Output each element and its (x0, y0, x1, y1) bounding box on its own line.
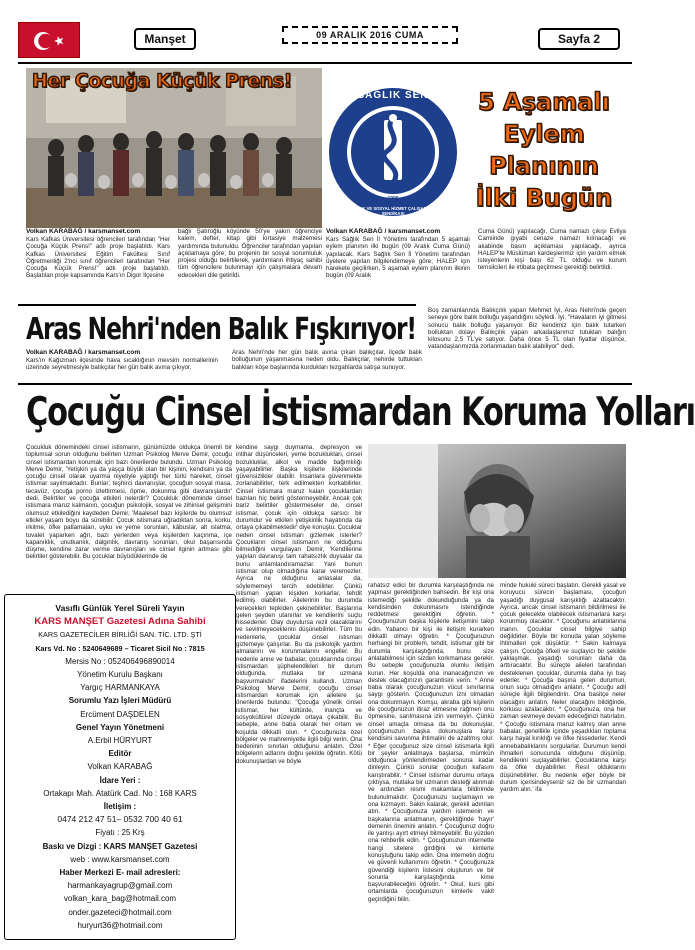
story2-title-line-1: 5 Aşamalı (478, 88, 610, 116)
crescent-star-icon (19, 23, 81, 59)
story1-byline: Volkan KARABAĞ / karsmanset.com (26, 228, 141, 235)
divider-2 (18, 383, 632, 385)
imprint-tax-no: Kars Vd. No : 5240649689 – Ticaret Sicil No : 7815 (35, 643, 205, 653)
story4-column-3: rahatsız edici bir durumla karşılaştığında ne yapması gerektiğinden bahsedin. Bir kişi ona istemediği şekilde dokunduğunda ya da kendisinden dokunmasını istendiğinde reddetmesi gerektiğini öğretin. * Çocuğunuzun başka kişilerle iletişimini takip edin. Yabancı bir kişi ile iletişim kurarken dikkatli olmayı öğretin. * Çocuğunuzun herhangi bir problem, tehdit, istismar gibi bir durumla karşılaştığında, bunu size anlatabilmesi için sizden korkmaması gerekir. Bu sebeple çocuğunuzla olumlu iletişim kurun. Her koşulda ona inanacağınızın ve destek olacağınızın garantisini verin. * Anne baba olarak çocuğunuzun vücut sınırlarına saygı gösterin. Çocuğunuzun izni olmadan ona dokunmayın. Komşu, akraba gibi kişilerin de çocuğunuzun itiraz etmesine rağmen onu öpmesine, sarılmasına izin vermeyin. Çünkü cinsel amaçla olmasa da bu dokunuşlar, çocuğunuzun başka dokunuşlara karşı kendisini savunma ihtimalini de azaltmış olur. * Eğer çocuğunuz size cinsel istismarla ilgili bir şeyler anlatmaya başlarsa, mümkün olduğunca yönlendirmeden sonuna kadar dinleyin. Çünkü sorular çocuğun kafasını karıştırabilir. * Cinsel istismar durumu ortaya çıktıysa, mutlaka bir uzmanın desteği alınmalı ve ardından resmi makamlara bildirimde bulunulmalıdır. Çocuğunuzu suçlamayın ve ona kızmayın. Sakin kalarak, gerekli adımları atın. * Çocuğunuza yardım istemenin ve başkalarına anlatmanın, gerektiğinde 'hayır' demenin önemini anlatın. * Çocuğunuz doğru ile yanlışı ayırt etmeyi bilmeyebilir. Bu yüzden ona rehberlik edin. * Çocuğunuzun internette hangi sitelere girdiğini ve kimlerle konuştuğunu takip edin. Ona internetin doğru ve güvenli kullanımını öğretin. * Çocuğunuza güvendiği kişilerin listesini oluşturun ve bir sorunla karşılaştığında kime başvurabileceğini öğretin. * Okul, kurs gibi ortamlarda çocuğunuzun kimlerle vakit geçirdiğini bilin. (368, 582, 494, 903)
imprint-mersis: Mersis No : 052406496890014 (65, 656, 175, 666)
imprint-email-3[interactable]: onder.gazeteci@hotmail.com (68, 907, 172, 917)
imprint-contact-label: İletişim : (103, 802, 137, 812)
imprint-email-4[interactable]: huryurt36@hotmail.com (77, 920, 163, 930)
imprint-company: KARS GAZETECİLER BİRLİĞİ SAN. TİC. LTD. ŞTİ (38, 630, 202, 640)
imprint-email-2[interactable]: volkan_kara_bag@hotmail.com (63, 894, 177, 904)
imprint-director-title: Genel Yayın Yönetmeni (75, 722, 165, 732)
story2-title-line-3: Planının (489, 152, 599, 180)
classroom-photo (26, 68, 322, 228)
logo-year: 1995 (387, 196, 399, 202)
imprint-board-title: Yönetim Kurulu Başkanı (77, 670, 163, 680)
imprint-office-label: İdare Yeri : (99, 775, 141, 785)
imprint-phone: 0474 212 47 51– 0532 700 40 61 (57, 814, 183, 825)
story2-title (462, 72, 626, 228)
imprint-editor-label: Editör (108, 749, 132, 759)
story3-title: Aras Nehri'nden Balık Fışkırıyor! (26, 312, 416, 347)
saglik-sen-logo (326, 68, 460, 228)
issue-date: 09 ARALIK 2016 CUMA (282, 26, 458, 44)
imprint-editor: Volkan KARABAĞ (87, 762, 153, 772)
story2-column-2: Cuma Günü) yapılacağı, Cuma namazı çıkışı Evliya Camiinde gıyabi cenaze namazı kılınacağı ve akabinde basın açıklaması yapılacağı, ayrıca HALEP'te Müslüman kardeşlerimiz için yardım etmek isteyenlerin kişi başı 62 TL olduğu ve kurum temsilcileri ile irtibata geçilmesi gerektiği belirtildi. (478, 228, 626, 272)
imprint-board-chair: Yargıç HARMANKAYA (80, 683, 160, 693)
imprint-email-label: Haber Merkezi E- mail adresleri: (59, 868, 181, 878)
logo-name: SAĞLIK SEN (357, 90, 429, 101)
imprint-price: Fiyatı : 25 Krş (95, 828, 145, 838)
child-photo (368, 444, 626, 578)
story3-column-2: Aras Nehri'nde her gün balık avına çıkan balıkçılar, ilçede balık bolluğunun yaşanmasına neden oldu. Balıkçılar, nehirde tuttukları balıkları köşe başlarında kurdukları tezgahlarda satışa sunuyor. (232, 349, 422, 371)
story1-column-1: Kars Kafkas Üniversitesi öğrencileri tarafından "Her Çocuğa Küçük Prens!" adlı proje başlatıldı. Kars Kafkas Üniversitesi Eğitim Fakültesi Sınıf Öğretmenliği 2'nci sınıf öğrencileri tarafından "Her Çocuğa Küçük Prens!" adlı proje başlatıldı. Başlatılan proje kapsamında Kars'ın Digor İlçesine (26, 236, 170, 280)
story3-byline: Volkan KARABAĞ / karsmanset.com (26, 349, 141, 356)
story4-column-2: kendine saygı duymama, depresyon ve intihar düşünceleri, yeme bozuklukları, cinsel bozukluklar, alkol ve madde bağımlılığı yaşayabilirler. Başka kişilerle ilişkilerinde güvensizlikler olabilir. İnsanlara güvenmekte zorlanabilirler, terk edilmekten korkabilirler. Cinsel istismara maruz kalan çocuklardan bazıları hiç belirti göstermeyebilir. Ancak çok bariz belirtiler göstermeseler de, cinsel istismar, çocuk için oldukça sarsıcı bir durumdur ve etkileri yetişkinlik hayatında da ortaya çıkabilmektedir' diye konuştu. Çocuklar neden cinsel istismarı gizlemek isterler? Çocukların cinsel istismarın ne olduğunu bilmediğini vurgulayan Demir, 'Kendilerine yapılan davranışı tam rahatsızlık duysalar da bunu anlamlandıramazlar. Yani bunun istismar olup olmadığına karar veremezler. Ayrıca ne olduğunu anlasalar da, söylememeyi tercih edebilirler. Çünkü istismarı yapan kişiden korkarlar, tehdit edilmiş olabilirler. Ailelerinin bu durumda verecekleri tepkiden çekinebilirler. Başlarına gelen şeyden utanırlar ve kendilerini suçlu hissederler. Olay duyulursa rezil olacaklarını ve sevilmeyeceklerini düşünebilirler. Tüm bu nedenlerle, çocuklar cinsel istismarı gizlemeye çalışırlar. Bu da psikolojik yardım almalarını ve korunmalarını engeller. Bu nedenle anne ve babalar, çocuklarında cinsel istismardan şüphelendikleri bir durum olduğunda, mutlaka bir uzmana başvurmalıdır' ifadelerini kullandı. Uzman Psikolog Merve Demir, çocuğu cinsel istismardan korumak için ailelere şu önerilerde bulundu: "Çocuğa yönelik cinsel istismar, her kültürde, inançta ve sosyokültürel düzeyde ortaya çıkabilir. Bu sebeple, anne baba olarak her ortam ve koşulda dikkatli olun. * Çocuğunuza özel bölgeler ve mahremiyetle ilgili bilgi verin. Ona bedeninin sınırları olduğunu anlatın. Özel bölgelerin adlarını doğru şekilde öğretin. Kötü dokunuşlardan ve böyle (236, 444, 362, 765)
header-divider (18, 62, 632, 64)
story3-body (26, 349, 422, 381)
story2-body (326, 228, 626, 280)
story1-body (26, 228, 322, 280)
logo-union-name: SAĞLIK VE SOSYAL HİZMET ÇALIŞANLARI SENDİKASI (349, 206, 437, 216)
divider-1 (18, 304, 416, 306)
turkish-flag (18, 22, 80, 58)
imprint-address: Ortakapı Mah. Atatürk Cad. No : 168 KARS (43, 788, 197, 798)
imprint-print: Baskı ve Dizgi : KARS MANŞET Gazetesi (42, 841, 198, 851)
story4-column-5: minde hukuki süreci başlatın. Gerekli yasal ve koruyucu sürecin başlaması, çocuğun yaşadığı duygusal karışıklığı azaltacaktır. Ayrıca, ancak cinsel istismarın bildirilmesi ile çocuk gelecekte olabilecek istismarlara karşı korunmuş olacaktır. * Çocuğunu anlatıklarına inanın. Çocuklar cinsel bilgiye sahip değildirler. Böyle bir konuda yalan söyleme ihtimalleri çok düşüktür. * Sakin kalmaya çalışın. Çocuğa öfkeli ve suçlayıcı bir şekilde yaklaşmak, yaşadığı sorunları daha da arttıracaktır. Bu süreçte aileleri tarafından desteklenen çocuklar, durumla daha iyi baş ederler. * Çocuğa başına gelen durumun, onun suçu olmadığını anlatın. * Çocuğu adli süreçle ilgili bilgilendirin. Ona basitçe neler olacağını anlatın. Neler olacağını bildiğinde, korkusu azalacaktır. * Çocuğunuza, ona her zaman sevmeye devam edeceğinizi hatırlatın. * Çocuğu istismara maruz kalmış olan anne babalar, genellikle içinde yaşadıkları toplama karşı hayal kırıklığı ve öfke hissederler. Kendi annebabalıklarını sorgularlar. Durumun kendi ihmalleri sonucunda olduğunu düşünüp, kendilerini suçlayabilirler. Çocuklarına karşı da öfke duyabilirler. Resil olduklarını düşünebilirler. Bu nedenle eğer böyle bir durum içerisindeyseniz siz de bir uzmandan yardım alın.' ifa (500, 582, 626, 794)
section-label: Manşet (134, 28, 196, 50)
imprint-editor-name: Ercüment DAŞDELEN (80, 709, 160, 719)
imprint-publication-type: Vasıflı Günlük Yerel Süreli Yayın (55, 603, 185, 613)
story2-title-line-4: İlki Bugün (475, 184, 613, 212)
imprint-website[interactable]: web : www.karsmanset.com (70, 854, 170, 864)
story2-byline: Volkan KARABAĞ / karsmanset.com (326, 228, 441, 235)
story3-column-3: Boş zamanlarında Balıkçılık yapan Mehmet İyi, Aras Nehri'nde geçen seneye göre balık bolluğu yaşandığını söyledi. İyi, "Havaların iyi gitmesi sonucu balık bolluğu yaşanıyor. Biz kendimiz için balık tutarken bolluktan dolayı Balıkçılık yapan arkadaşlarımız tutukları balığın kilosunu 2,5 TL'ye satıyor. Daha önce 5 TL olan fiyatlar düşünce, vatandaşlarımızda zorlanmadan balık alabiliyor" dedi. (428, 307, 626, 351)
story2-column-1: Kars Sağlık Sen İl Yönetimi tarafından 5 aşamalı eylem planının ilki bugün (09 Aralık Cuma Günü) yapılacak. Kars Sağlık Sen İl Yönetimi tarafından üyelere yapılan bilgilendirmeye göre; HALEP için harekete geçilirken, 5 aşamalı eylem planının ilkinin bugün (09 Aralık (326, 236, 470, 280)
story1-title: Her Çocuğa Küçük Prens! (32, 70, 292, 92)
page-number: Sayfa 2 (538, 28, 620, 50)
story4-title: Çocuğu Cinsel İstismardan Koruma Yolları (26, 390, 695, 435)
imprint-email-1[interactable]: harmankayagrup@gmail.com (67, 881, 173, 891)
imprint-editor-title: Sorumlu Yazı İşleri Müdürü (68, 696, 172, 706)
story4-column-1: Çocukluk dönemindeki cinsel istismarın, günümüzde oldukça önemli bir toplumsal sorun olduğunu belirten Uzman Psikolog Merve Demir, çocuğu cinsel istismardan korumak için bazı önerilerde bulundu. Uzman Psikolog Merve Demir, 'Yetişkin ya da yaşça büyük olan bir kişinin, kendisini ya da çocuğu cinsel olarak uyarma niyetiyle yaptığı her türlü hareket, cinsel istismar sayılmaktadır. Bunlar; teşhirci davranışlar, çocuğun sosyal masa, tecavüz, çocuğa porno izlettirmesi, öpme, dokunma gibi davranışlardır' dedi. Belirtiler ve çocuğa etkileri nelerdir? Çocukluk döneminde cinsel istismara maruz kalmanın, çocuğun psikolojik, sosyal ve zihinsel gelişimini olumsuz etkilediğini kaydeden Demir, 'Maalesef bazı kişilerde bu olumsuz etkiler yaşam boyu da sürebilir. Çocuk istismara uğradıktan sonra, korku, irkilme, öfke patlamaları, uyku ve yeme sorunları, kâbuslar, alt ıslatma, tuvalet yaparken ağrı, bazı yerlerden veya kişilerden kaçınma, içe kapanıklık, unutkanlık, dalgınlık, davranış sorunları, okul başarısında düşme, kendine zarar verme davranışları ve cinsel ilginin artması gibi belirtiler gösterebilir. Bu çocuklar büyüdüklerinde de (26, 444, 232, 561)
story2-title-line-2: Eylem (503, 120, 585, 148)
imprint-owner: KARS MANŞET Gazetesi Adına Sahibi (34, 616, 206, 628)
story3-column-1: Kars'ın Kağızman ilçesinde hava sıcaklığının mevsim normallerinin üzerinde seyretmesiyle balıkçılar her gün balık avına çıkıyor. (26, 357, 218, 372)
imprint-director-name: A.Erbil HÜRYURT (87, 736, 153, 746)
story1-column-2: bağlı Şatıroğlu köyünde 50'ye yakın öğrenciye kalem, defter, kitap gibi kırtasiye malzemesi yardımında bulunuldu. Öğrenciler tarafından yapılan açıklamaya göre; bu projenin bir sosyal sorumluluk projesi olduğu belirtilerek, yardımların ihtiyaç sahibi tüm öğrencilere bulunmayı için çalışmalara devam edecekleri dile getirildi. (178, 228, 322, 279)
